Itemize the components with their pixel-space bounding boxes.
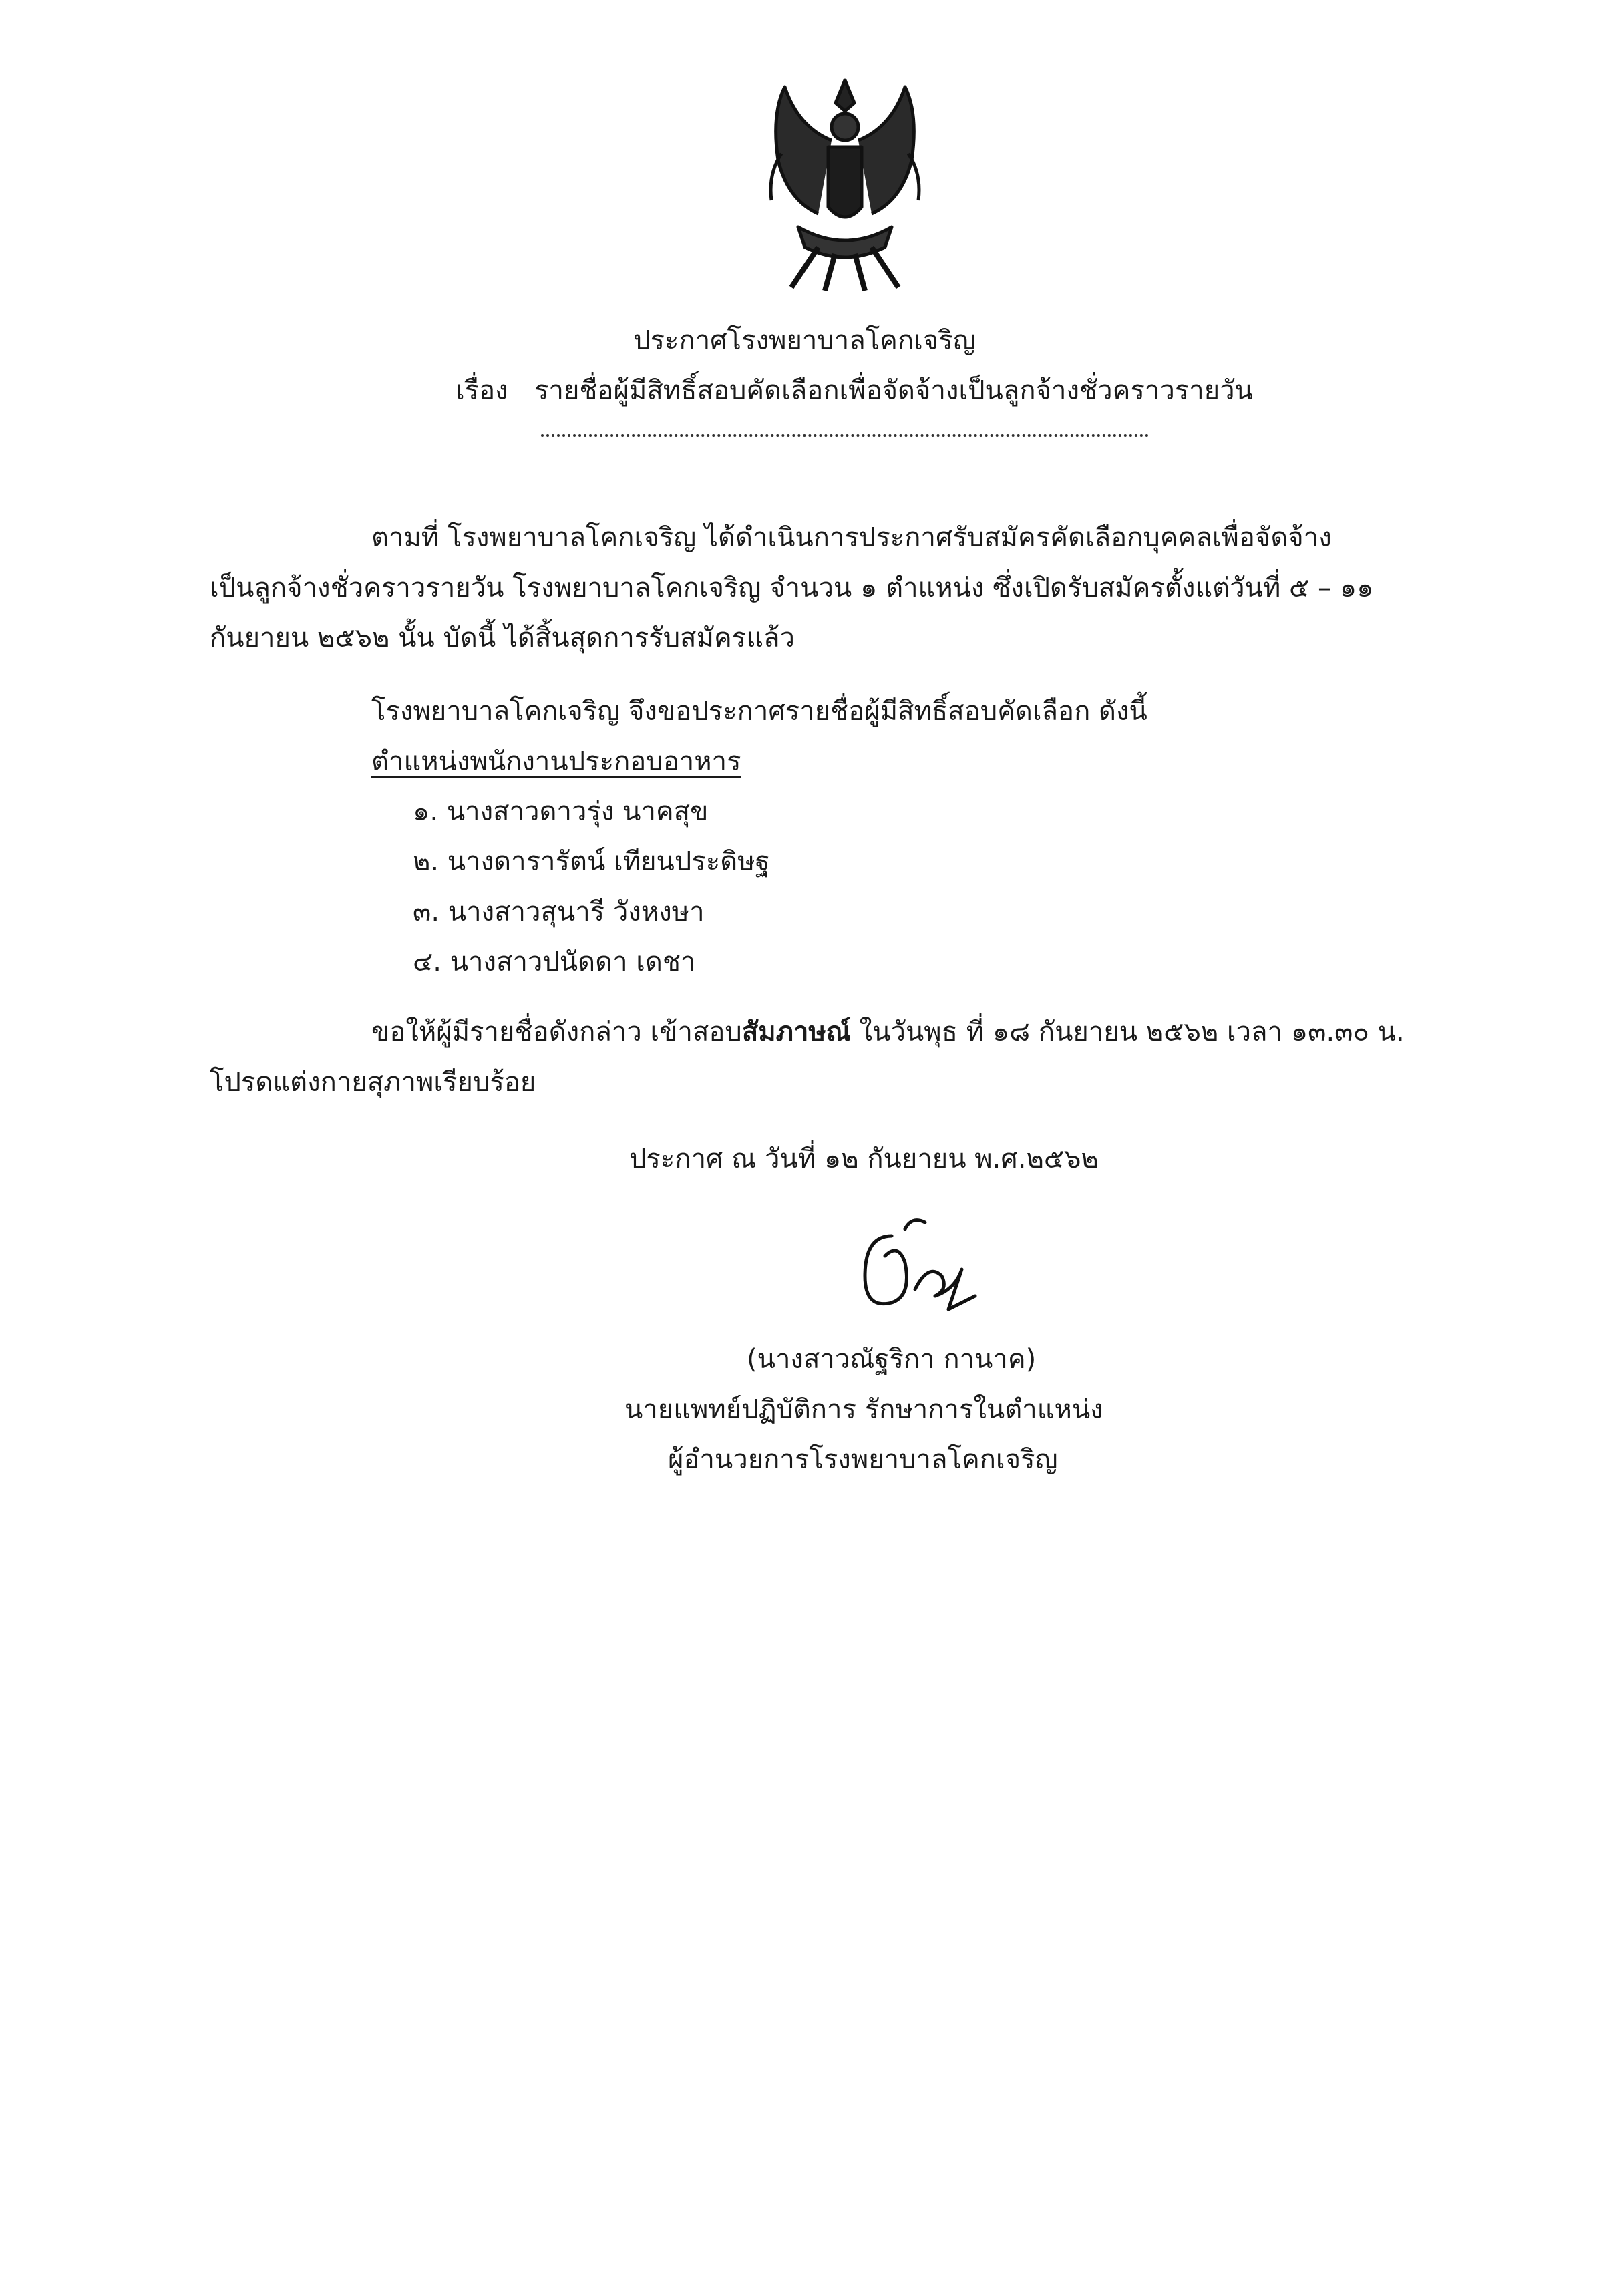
paragraph-1-line-3: กันยายน ๒๕๖๒ นั้น บัดนี้ ได้สิ้นสุดการรับสมัครแล้ว xyxy=(210,623,795,653)
signer-title-line-1: นายแพทย์ปฏิบัติการ รักษาการในตำแหน่ง xyxy=(624,1394,1103,1425)
title-divider xyxy=(541,434,1149,437)
signature-icon xyxy=(852,1209,999,1323)
paragraph-3-line-1 xyxy=(371,1019,1405,1045)
signer-name: (นางสาวณัฐริกา กานาค) xyxy=(747,1344,1037,1375)
interview-text-post: ในวันพุธ ที่ ๑๘ กันยายน ๒๕๖๒ เวลา ๑๓.๓๐ น. xyxy=(850,1017,1405,1047)
paragraph-1-line-1: ตามที่ โรงพยาบาลโคกเจริญ ได้ดำเนินการประกาศรับสมัครคัดเลือกบุคคลเพื่อจัดจ้าง xyxy=(371,522,1332,553)
paragraph-2: โรงพยาบาลโคกเจริญ จึงขอประกาศรายชื่อผู้มีสิทธิ์สอบคัดเลือก ดังนี้ xyxy=(371,696,1147,727)
signer-title-line-2: ผู้อำนวยการโรงพยาบาลโคกเจริญ xyxy=(668,1444,1058,1475)
announce-date: ประกาศ ณ วันที่ ๑๒ กันยายน พ.ศ.๒๕๖๒ xyxy=(629,1144,1099,1174)
interview-word: สัมภาษณ์ xyxy=(741,1017,851,1047)
candidate-item: ๔. นางสาวปนัดดา เดชา xyxy=(413,947,696,977)
candidate-item: ๓. นางสาวสุนารี วังหงษา xyxy=(413,896,705,927)
subject-label: เรื่อง xyxy=(456,375,508,406)
announcement-title: ประกาศโรงพยาบาลโคกเจริญ xyxy=(633,325,976,356)
interview-text-pre: ขอให้ผู้มีรายชื่อดังกล่าว เข้าสอบ xyxy=(371,1017,742,1047)
position-heading: ตำแหน่งพนักงานประกอบอาหาร xyxy=(371,746,741,777)
paragraph-1-line-2: เป็นลูกจ้างชั่วคราวรายวัน โรงพยาบาลโคกเจริญ จำนวน ๑ ตำแหน่ง ซึ่งเปิดรับสมัครตั้งแต่วันที่ ๕ – ๑๑ xyxy=(210,572,1374,603)
subject-text: รายชื่อผู้มีสิทธิ์สอบคัดเลือกเพื่อจัดจ้างเป็นลูกจ้างชั่วคราวรายวัน xyxy=(534,375,1253,406)
paragraph-3-line-2: โปรดแต่งกายสุภาพเรียบร้อย xyxy=(210,1067,536,1098)
garuda-emblem-icon xyxy=(755,73,935,294)
candidate-item: ๑. นางสาวดาวรุ่ง นาคสุข xyxy=(413,796,709,827)
candidate-item: ๒. นางดารารัตน์ เทียนประดิษฐ xyxy=(413,846,770,877)
